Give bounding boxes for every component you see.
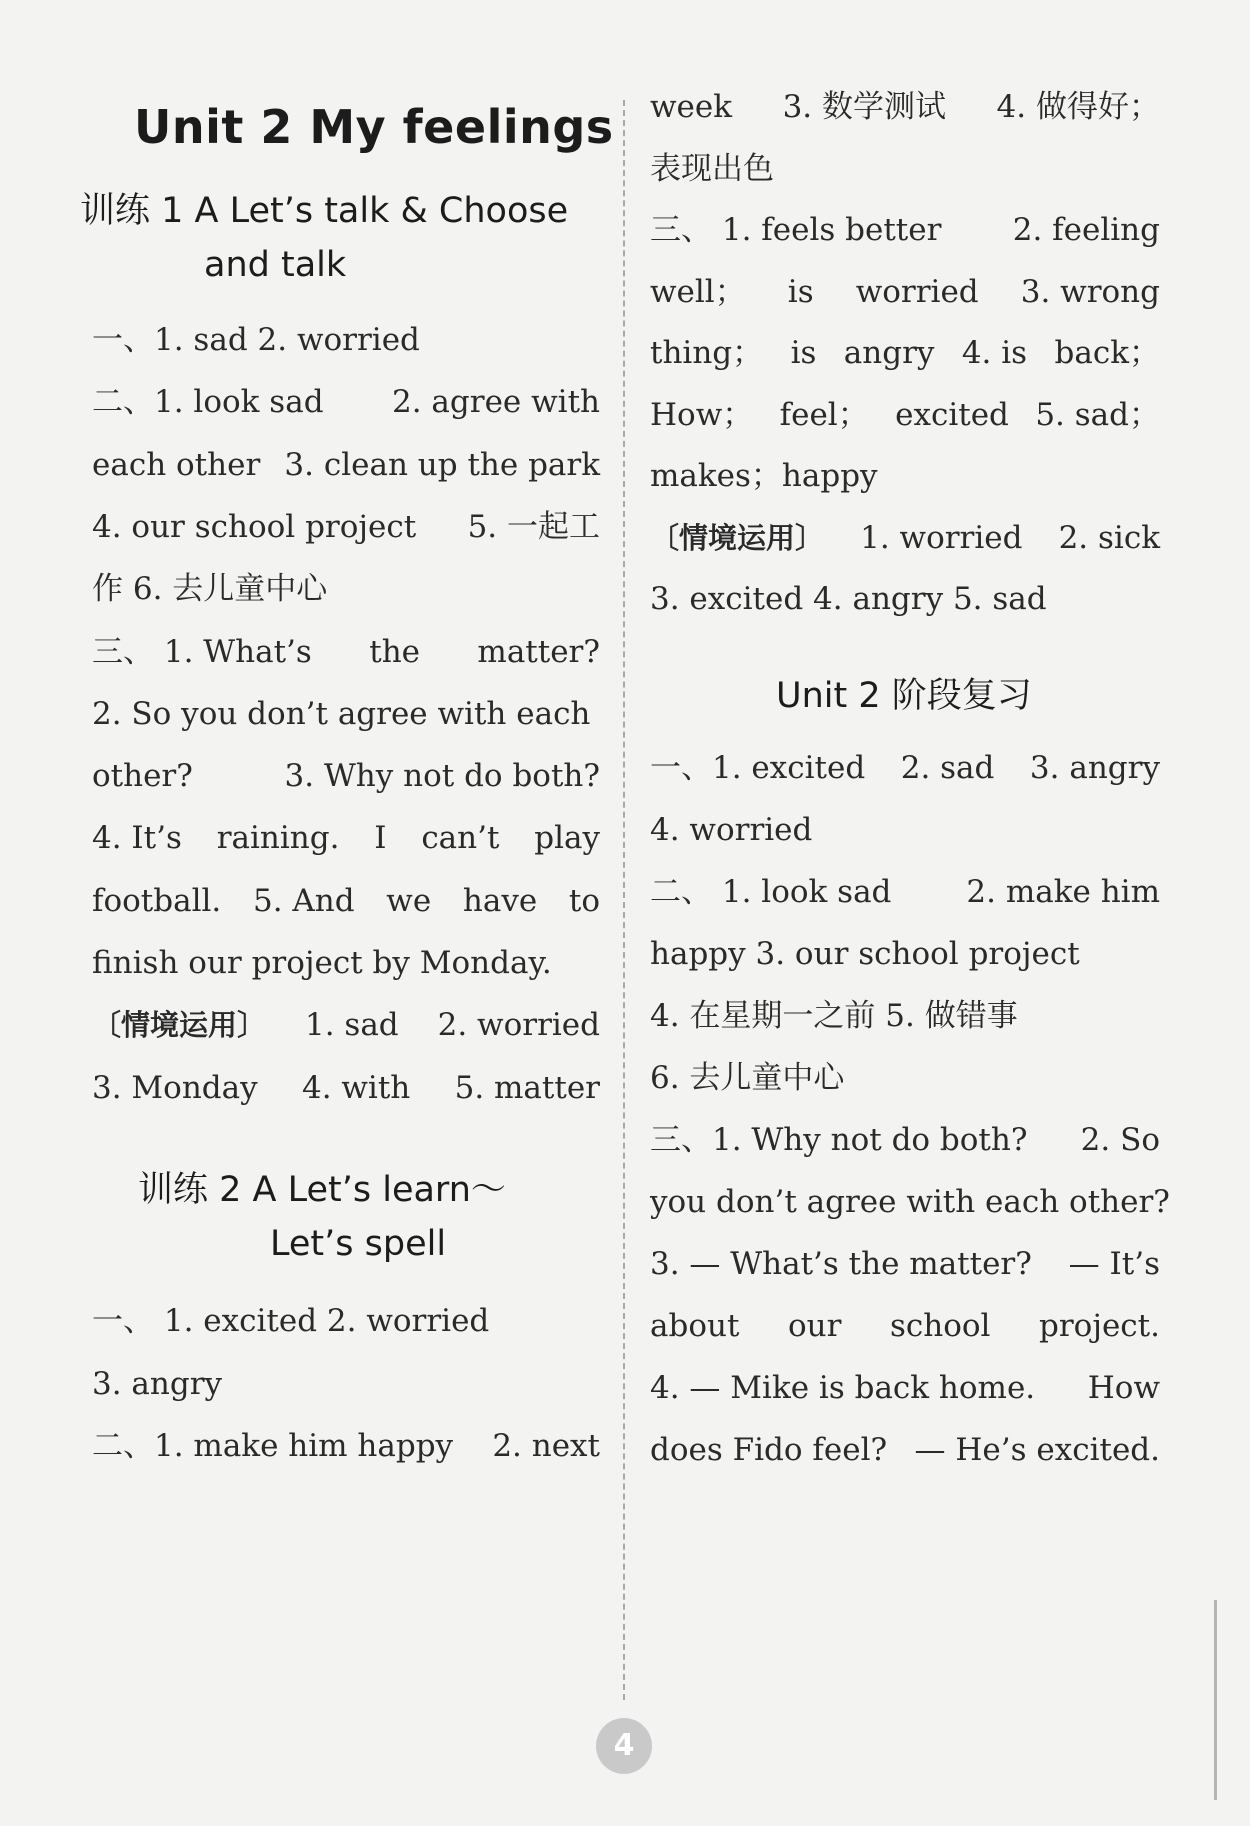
answer-line	[92, 375, 600, 429]
answer-text: we	[386, 882, 432, 919]
answer-text: 1. sad	[304, 1007, 399, 1044]
answer-line	[92, 1419, 600, 1473]
answer-text: our	[787, 1308, 842, 1344]
answer-line	[92, 749, 600, 803]
answer-line	[650, 989, 1018, 1043]
answer-text: 4. 做得好；	[996, 89, 1160, 125]
answer-line	[650, 326, 1160, 380]
answer-text: How	[1087, 1370, 1160, 1406]
answer-text: 1. worried	[860, 519, 1023, 556]
answer-text: worried	[855, 273, 979, 310]
answer-text: about	[650, 1308, 740, 1344]
answer-text: each other	[92, 446, 261, 483]
answer-line	[650, 1113, 1160, 1167]
answer-text: to	[568, 882, 600, 919]
answer-text: football.	[92, 882, 222, 919]
answer-line	[92, 811, 600, 865]
answer-line	[92, 562, 327, 616]
answer-line	[92, 1357, 222, 1411]
answer-text: 2. sad	[900, 750, 995, 786]
answer-text: 4. — Mike is back home.	[650, 1370, 1036, 1406]
answer-text: 3. excited 4. angry 5. sad	[650, 581, 1047, 617]
answer-line	[650, 511, 1160, 565]
answer-line	[650, 1361, 1160, 1415]
answer-text: feel；	[779, 396, 869, 433]
answer-text: I	[374, 820, 387, 857]
answer-text: can’t	[421, 820, 500, 857]
answer-line	[92, 687, 600, 741]
answer-text: 〔情境运用〕	[92, 1008, 267, 1043]
answer-line	[650, 741, 1160, 795]
answer-line	[650, 80, 1160, 134]
answer-text: 表现出色	[650, 150, 774, 187]
column-divider	[623, 100, 625, 1700]
answer-text: 3. angry	[92, 1365, 223, 1402]
answer-line	[92, 1061, 600, 1115]
answer-line	[92, 874, 600, 928]
section-heading-2-line2: Let’s spell	[270, 1224, 447, 1264]
answer-text: matter?	[477, 633, 600, 670]
answer-text: 4. our school project	[92, 508, 417, 545]
answer-text: 5. 一起工	[467, 508, 600, 545]
answer-line	[650, 1237, 1160, 1291]
answer-text: — He’s excited.	[914, 1432, 1160, 1468]
page-edge-line	[1214, 1600, 1217, 1800]
answer-text: excited	[895, 396, 1009, 433]
answer-text: week	[650, 89, 733, 125]
answer-text: project.	[1039, 1308, 1160, 1344]
answer-text: the	[369, 633, 421, 670]
answer-text: 2. agree with	[392, 384, 600, 421]
answer-line	[650, 1423, 1160, 1477]
answer-text: How；	[650, 396, 754, 433]
section-heading-1-line1: 训练 1 A Let’s talk & Choose	[80, 191, 569, 231]
section-heading-1-line2: and talk	[204, 245, 347, 285]
answer-text: 4. 在星期一之前 5. 做错事	[650, 998, 1018, 1034]
answer-line	[92, 500, 600, 554]
answer-text: — It’s	[1068, 1246, 1160, 1282]
answer-line	[92, 936, 552, 990]
answer-line	[650, 449, 878, 503]
answer-line	[650, 865, 1160, 919]
answer-text: you don’t agree with each other?	[650, 1184, 1170, 1220]
answer-text: makes；happy	[650, 458, 878, 494]
answer-line	[650, 927, 1080, 981]
answer-text: 2. So	[1080, 1122, 1160, 1158]
answer-line	[92, 998, 600, 1052]
answer-text: happy 3. our school project	[650, 936, 1080, 972]
answer-text: 4. It’s	[92, 820, 182, 857]
answer-text: back；	[1054, 335, 1160, 371]
section-heading-3: Unit 2 阶段复习	[776, 676, 1032, 716]
answer-text: 3. angry	[1029, 750, 1160, 786]
answer-text: 3. clean up the park	[284, 446, 600, 483]
answer-text: 一、 1. excited 2. worried	[92, 1303, 490, 1339]
answer-text: other?	[92, 758, 193, 795]
answer-text: 2.	[257, 322, 288, 358]
answer-text: 5. sad；	[1035, 396, 1160, 433]
answer-text: 一、1.	[92, 322, 184, 358]
answer-text: 4. with	[301, 1069, 411, 1106]
answer-text: 3. wrong	[1020, 273, 1160, 310]
answer-line	[92, 313, 420, 367]
answer-text: 三、 1. feels better	[650, 212, 942, 248]
answer-text: does Fido feel?	[650, 1432, 888, 1468]
page-number: 4	[596, 1718, 652, 1774]
answer-text: is	[790, 335, 817, 371]
answer-text: 三、1. Why not do both?	[650, 1122, 1028, 1158]
answer-text: sad	[183, 322, 258, 358]
answer-line	[650, 203, 1160, 257]
answer-text: angry	[843, 335, 935, 371]
answer-text: 4. is	[961, 335, 1028, 371]
answer-text: 3. 数学测试	[782, 89, 946, 125]
answer-line	[92, 1294, 489, 1348]
answer-text: 2. make him	[966, 874, 1160, 910]
answer-text: 一、1. excited	[650, 750, 866, 786]
answer-line	[650, 1175, 1170, 1229]
answer-text: play	[534, 820, 600, 857]
answer-text: 2. So you don’t agree with each	[92, 695, 591, 732]
answer-text: 二、1. make him happy	[92, 1428, 454, 1464]
answer-text: 4. worried	[650, 812, 813, 848]
answer-text: 二、 1. look sad	[650, 874, 892, 910]
answer-line	[650, 265, 1160, 319]
answer-text: is	[787, 273, 814, 310]
answer-text: thing；	[650, 335, 764, 371]
answer-text: 二、1. look sad	[92, 384, 324, 421]
answer-text: 〔情境运用〕	[650, 520, 825, 555]
answer-line	[650, 388, 1160, 442]
answer-text: 3. Why not do both?	[284, 758, 600, 795]
section-heading-2-line1: 训练 2 A Let’s learn～	[138, 1170, 506, 1210]
answer-text: 5. matter	[454, 1069, 600, 1106]
answer-line	[650, 803, 812, 857]
answer-line	[650, 142, 774, 196]
answer-text: 三、 1. What’s	[92, 633, 312, 670]
answer-text: raining.	[216, 820, 340, 857]
answer-text: 2. next	[492, 1428, 600, 1464]
answer-line	[650, 572, 1047, 626]
answer-text: school	[889, 1308, 991, 1344]
answer-text: have	[462, 882, 538, 919]
answer-text: 2. feeling	[1012, 212, 1160, 248]
answer-line	[650, 1299, 1160, 1353]
answer-line	[92, 625, 600, 679]
answer-text: 3. Monday	[92, 1069, 258, 1106]
answer-text: 2. worried	[437, 1007, 600, 1044]
answer-text: 作 6. 去儿童中心	[92, 571, 328, 608]
answer-text: well；	[650, 273, 746, 310]
answer-line	[650, 1051, 844, 1105]
answer-text: 2. sick	[1058, 519, 1160, 556]
unit-title: Unit 2 My feelings	[134, 100, 614, 154]
answer-text: 3. — What’s the matter?	[650, 1246, 1032, 1282]
answer-text: worried	[287, 322, 420, 358]
answer-line	[92, 438, 600, 492]
answer-text: finish our project by Monday.	[92, 945, 552, 981]
answer-text: 5. And	[252, 882, 355, 919]
answer-text: 6. 去儿童中心	[650, 1060, 845, 1096]
